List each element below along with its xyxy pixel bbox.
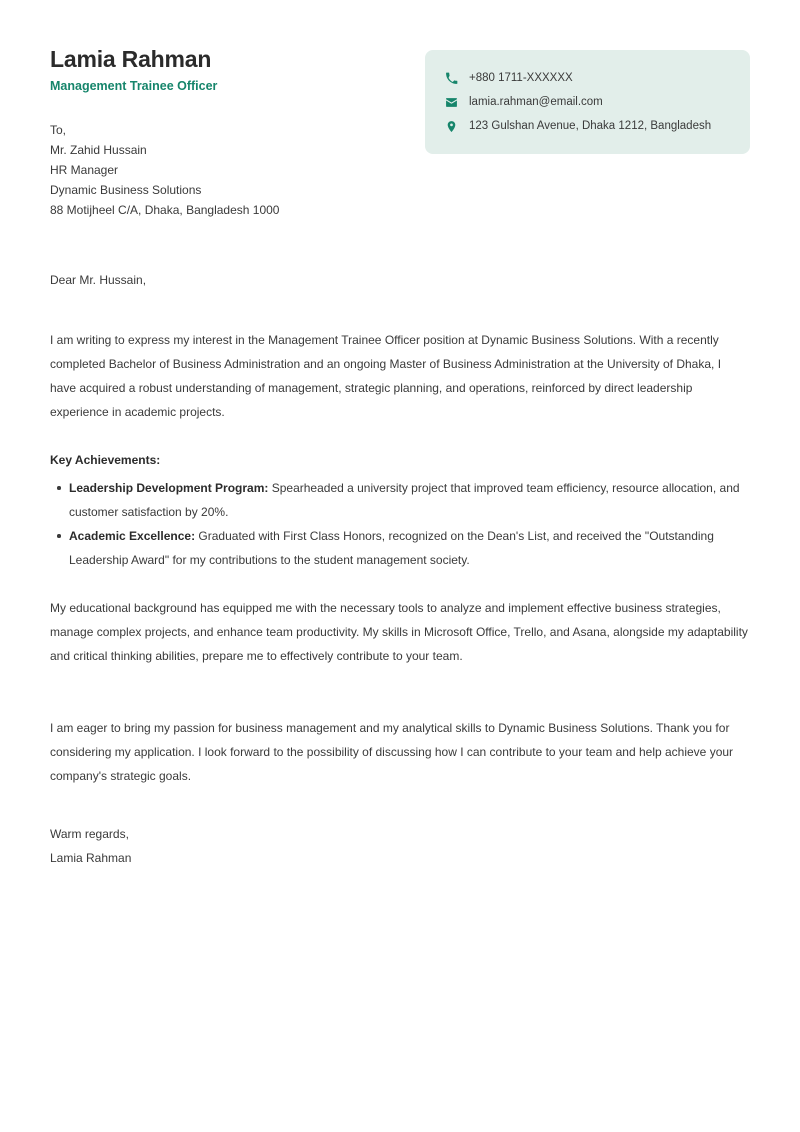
key-achievements-list xyxy=(50,476,750,572)
contact-row-phone xyxy=(443,66,730,90)
paragraph-spacer xyxy=(50,692,750,716)
applicant-job-title: Management Trainee Officer xyxy=(50,79,218,93)
recipient-address-block xyxy=(50,120,470,220)
contact-phone-value: +880 1711-XXXXXX xyxy=(469,72,573,84)
achievement-text: Graduated with First Class Honors, recognized on the Dean's List, and received the "Outstanding Leadership Award" for my contributions to the student management society. xyxy=(69,529,714,567)
achievement-item xyxy=(50,476,750,524)
letter-paragraph-1: I am writing to express my interest in the Management Trainee Officer position at Dynamic Business Solutions. With a recently completed Bachelor of Business Administration and an ongoing Master of Business Administration at the University of Dhaka, I have acquired a robust understanding of management, strategic planning, and operations, reinforced by direct leadership experience in academic projects. xyxy=(50,333,722,419)
recipient-line-address: 88 Motijheel C/A, Dhaka, Bangladesh 1000 xyxy=(50,203,280,217)
key-achievements-heading: Key Achievements: xyxy=(50,453,161,467)
signature-name: Lamia Rahman xyxy=(50,851,132,865)
letter-paragraph-3: I am eager to bring my passion for business management and my analytical skills to Dynamic Business Solutions. Thank you for considering my application. I look forward to the possibility of discussing how I can contribute to your team and help achieve your company's strategic goals. xyxy=(50,721,734,783)
letter-salutation: Dear Mr. Hussain, xyxy=(50,273,147,287)
contact-row-email xyxy=(443,90,730,114)
achievement-label: Leadership Development Program: xyxy=(69,481,269,495)
contact-row-address xyxy=(443,114,730,138)
applicant-identity xyxy=(50,45,390,95)
letter-signature xyxy=(50,822,450,870)
letter-paragraph-2: My educational background has equipped me with the necessary tools to analyze and implement effective business strategies, manage complex projects, and enhance team productivity. My skills in Microsoft Office, Trello, and Asana, alongside my adaptability and critical thinking abilities, prepare me to effectively contribute to your team. xyxy=(50,601,748,663)
recipient-line-salutation-prefix: To, xyxy=(50,123,67,137)
contact-address-value: 123 Gulshan Avenue, Dhaka 1212, Bangladesh xyxy=(469,120,712,132)
achievement-item xyxy=(50,524,750,572)
letter-body xyxy=(50,268,750,812)
phone-icon xyxy=(443,70,459,86)
envelope-icon xyxy=(443,94,459,110)
recipient-line-role: HR Manager xyxy=(50,163,119,177)
recipient-line-company: Dynamic Business Solutions xyxy=(50,183,202,197)
achievement-text: Spearheaded a university project that improved team efficiency, resource allocation, and customer satisfaction by 20%. xyxy=(69,481,740,519)
contact-email-value: lamia.rahman@email.com xyxy=(469,96,603,108)
achievement-label: Academic Excellence: xyxy=(69,529,196,543)
recipient-line-name: Mr. Zahid Hussain xyxy=(50,143,147,157)
contact-info-card xyxy=(425,50,750,154)
signature-closing: Warm regards, xyxy=(50,827,129,841)
applicant-name: Lamia Rahman xyxy=(50,46,212,72)
